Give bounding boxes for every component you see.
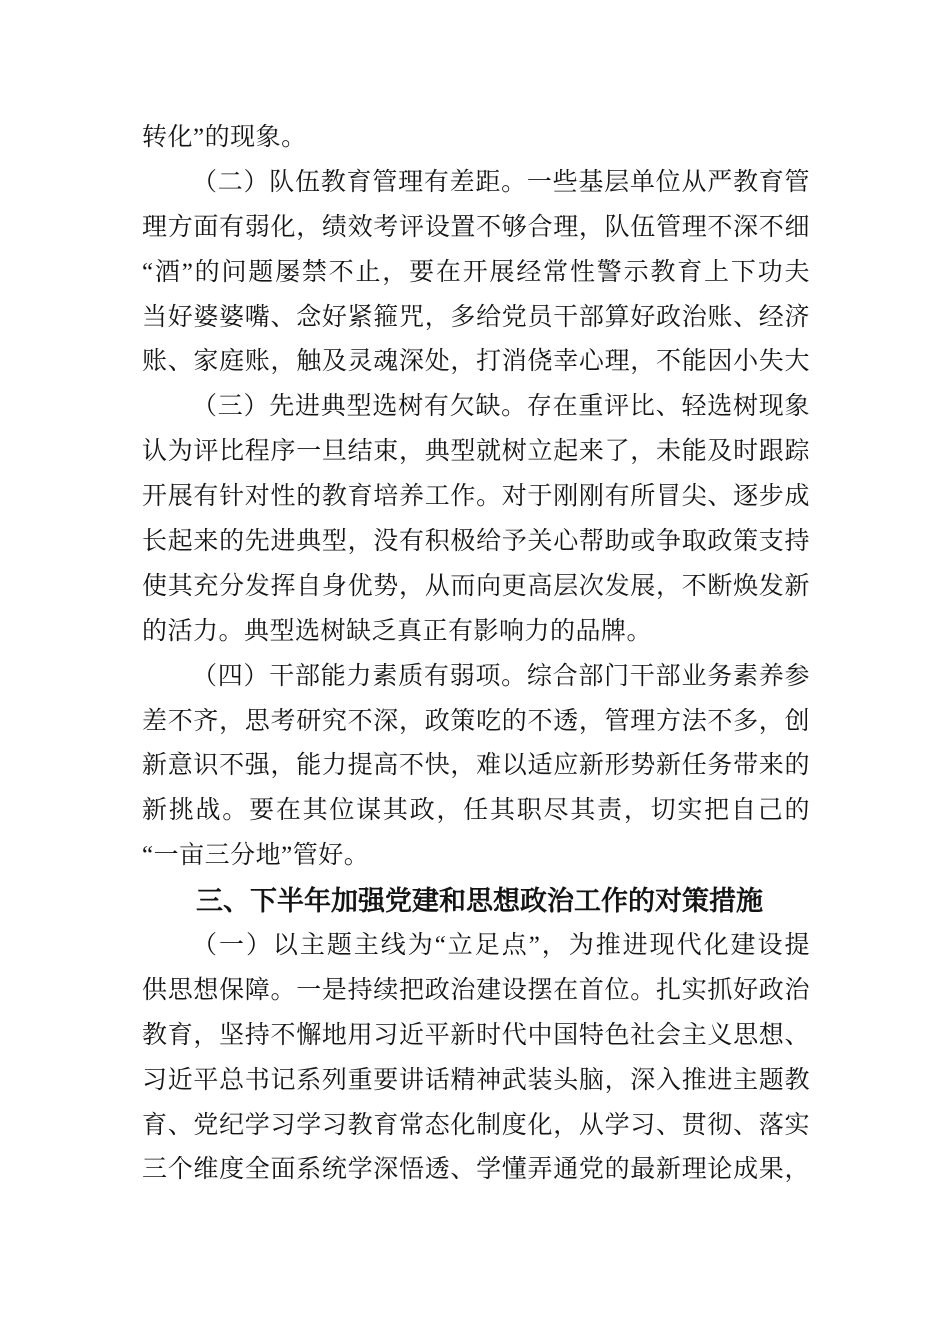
text-line: 教育，坚持不懈地用习近平新时代中国特色社会主义思想、 xyxy=(142,1021,810,1049)
paragraph-continuation xyxy=(142,116,810,161)
text-line: 使其充分发挥自身优势，从而向更高层次发展，不断焕发新 xyxy=(142,572,810,600)
text-line: 转化”的现象。 xyxy=(142,124,307,151)
text-line: 新意识不强，能力提高不快，难以适应新形势新任务带来的 xyxy=(142,752,810,780)
text-line: 开展有针对性的教育培养工作。对于刚刚有所冒尖、逐步成 xyxy=(142,483,810,511)
text-line: 差不齐，思考研究不深，政策吃的不透，管理方法不多，创 xyxy=(142,707,810,735)
text-line: 长起来的先进典型，没有积极给予关心帮助或争取政策支持 xyxy=(142,528,810,556)
document-body xyxy=(142,116,810,1193)
paragraph-item-1 xyxy=(142,924,810,1193)
text-line: 当好婆婆嘴、念好紧箍咒，多给党员干部算好政治账、经济 xyxy=(142,303,810,331)
text-line: 认为评比程序一旦结束，典型就树立起来了，未能及时跟踪 xyxy=(142,438,810,466)
paragraph-item-3 xyxy=(142,385,810,654)
text-line: 供思想保障。一是持续把政治建设摆在首位。扎实抓好政治 xyxy=(142,976,810,1004)
text-line: （二）队伍教育管理有差距。一些基层单位从严教育管 xyxy=(192,168,810,196)
text-line: “一亩三分地”管好。 xyxy=(142,842,370,870)
paragraph-item-4 xyxy=(142,655,810,879)
text-line: 新挑战。要在其位谋其政，任其职尽其责，切实把自己的 xyxy=(142,797,810,825)
text-line: （三）先进典型选树有欠缺。存在重评比、轻选树现象 xyxy=(192,393,810,421)
text-line: “酒”的问题屡禁不止，要在开展经常性警示教育上下功夫 xyxy=(142,258,810,286)
text-line: 习近平总书记系列重要讲话精神武装头脑，深入推进主题教 xyxy=(142,1066,810,1094)
paragraph-item-2 xyxy=(142,161,810,385)
text-line: 理方面有弱化，绩效考评设置不够合理，队伍管理不深不细 xyxy=(142,213,810,241)
text-line: （一）以主题主线为“立足点”，为推进现代化建设提 xyxy=(192,932,810,960)
text-line: （四）干部能力素质有弱项。综合部门干部业务素养参 xyxy=(192,662,810,690)
section-heading xyxy=(142,879,810,924)
text-line: 三个维度全面系统学深悟透、学懂弄通党的最新理论成果， xyxy=(142,1156,810,1184)
text-line: 账、家庭账，触及灵魂深处，打消侥幸心理，不能因小失大 xyxy=(142,348,810,376)
text-line: 的活力。典型选树缺乏真正有影响力的品牌。 xyxy=(142,617,653,645)
text-line: 育、党纪学习学习教育常态化制度化，从学习、贯彻、落实 xyxy=(142,1111,810,1139)
heading-line: 三、下半年加强党建和思想政治工作的对策措施 xyxy=(196,886,763,917)
